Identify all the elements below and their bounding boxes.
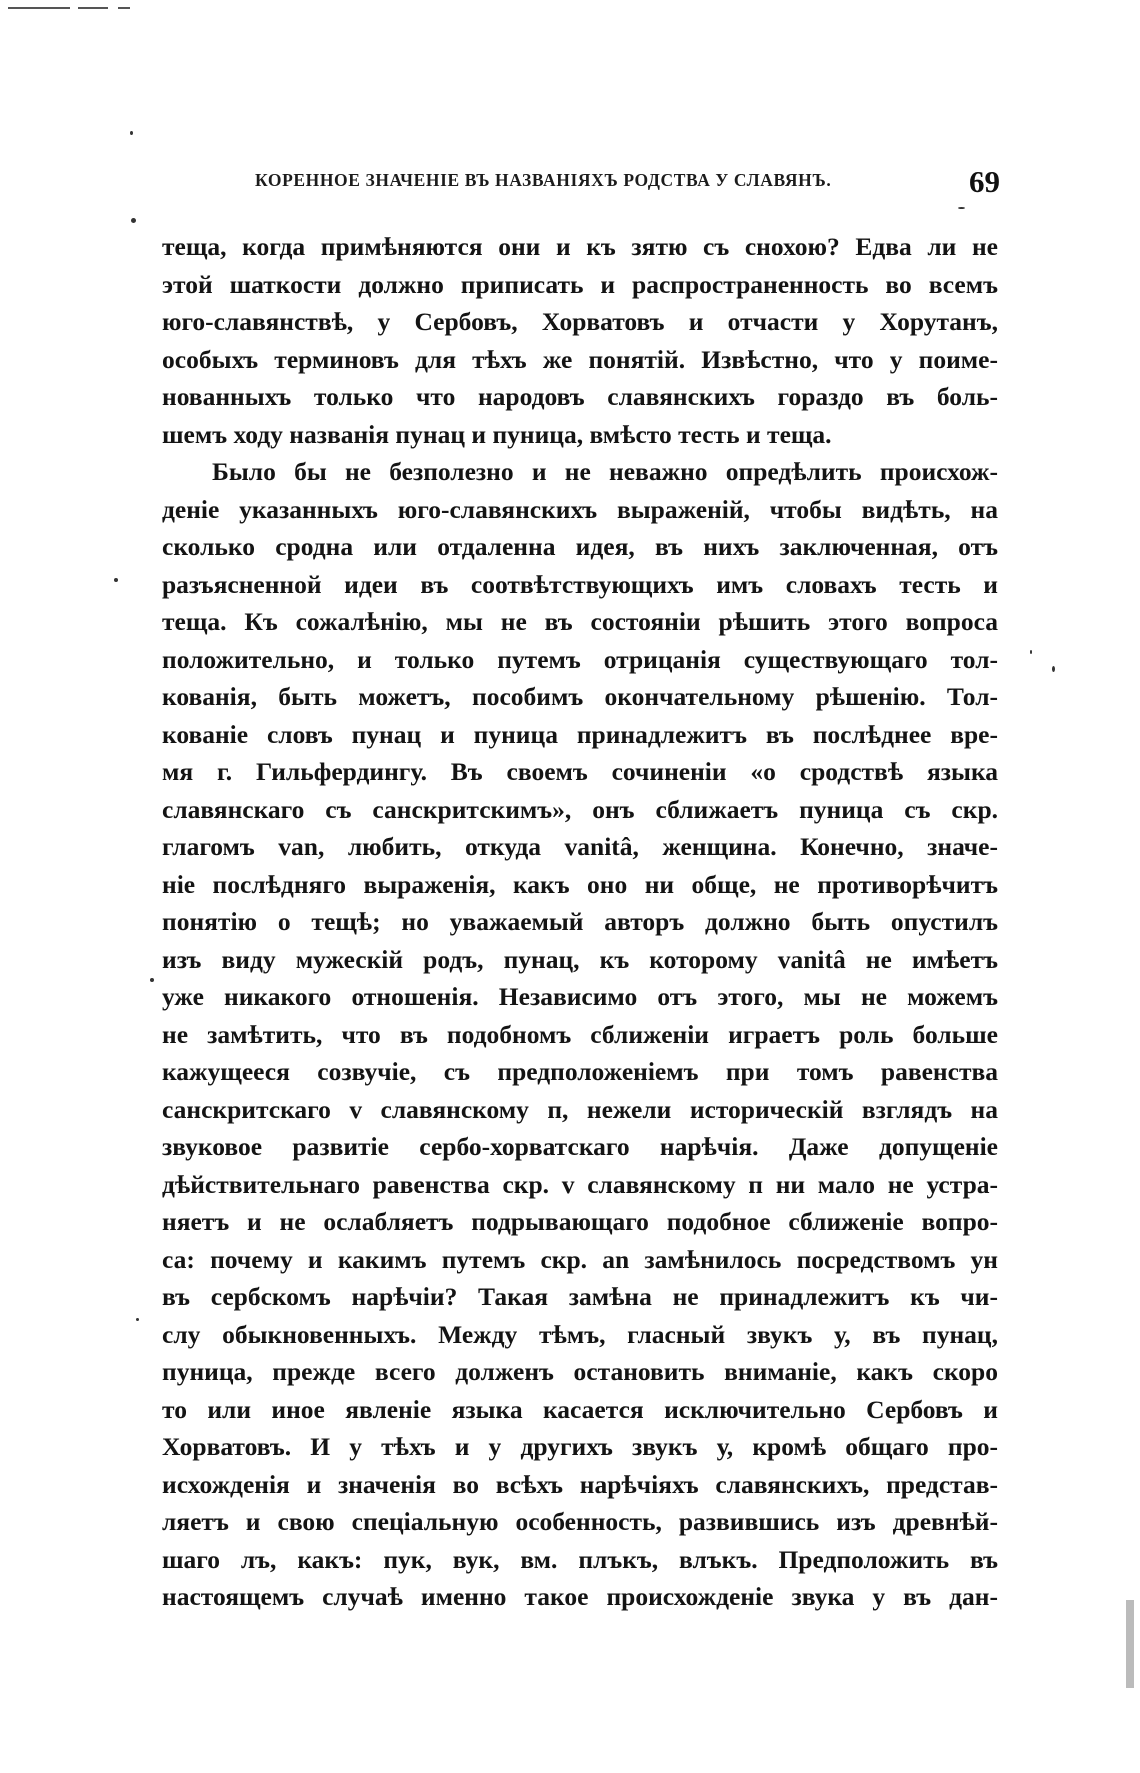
scan-speck	[958, 207, 965, 209]
text-line: теща, когда примѣняются они и къ зятю съ снохою? Едва ли не	[162, 232, 998, 261]
text-line: понятію о тещѣ; но уважаемый авторъ должно быть опустилъ	[162, 907, 998, 936]
text-line: глагомъ van, любить, откуда vanitâ, женщина. Конечно, значе-	[162, 832, 998, 861]
text-line: няетъ и не ослабляетъ подрывающаго подобное сближеніе вопро-	[162, 1207, 998, 1236]
text-line: положительно, и только путемъ отрицанія существующаго тол-	[162, 644, 998, 674]
scan-speck	[131, 218, 136, 223]
scan-speck	[1052, 666, 1055, 672]
text-line: кажущееся созвучіе, съ предположеніемъ при томъ равенства	[162, 1057, 998, 1086]
text-line: шемъ ходу названія пунац и пуница, вмѣсто тесть и теща.	[162, 419, 832, 449]
text-line: особыхъ терминовъ для тѣхъ же понятій. Извѣстно, что у поиме-	[162, 344, 998, 374]
text-line: шаго лъ, какъ: пук, вук, вм. плъкъ, влъкъ. Предположить въ	[162, 1544, 998, 1574]
body-text	[162, 228, 998, 1616]
scan-speck	[114, 578, 118, 582]
text-line: сколько сродна или отдаленна идея, въ нихъ заключенная, отъ	[162, 532, 998, 561]
text-line: звуковое развитіе сербо-хорватскаго нарѣчія. Даже допущеніе	[162, 1132, 998, 1161]
text-line: исхожденія и значенія во всѣхъ нарѣчіяхъ славянскихъ, представ-	[162, 1469, 998, 1499]
text-line: теща. Къ сожалѣнію, мы не въ состояніи рѣшить этого вопроса	[162, 607, 998, 636]
text-line: санскритскаго v славянскому п, нежели историческій взглядъ на	[162, 1094, 998, 1124]
scan-speck	[136, 1318, 139, 1321]
scan-edge-mark	[1126, 1600, 1134, 1688]
page-header	[255, 164, 1000, 204]
text-line: разъясненной идеи въ соотвѣтствующихъ имъ словахъ тесть и	[162, 569, 998, 599]
text-line: славянскаго съ санскритскимъ», онъ сближаетъ пуница съ скр.	[162, 794, 998, 824]
text-line: ніе послѣдняго выраженія, какъ оно ни обще, не противорѣчитъ	[162, 869, 998, 899]
text-line: изъ виду мужескій родъ, пунац, къ которому vanitâ не имѣетъ	[162, 944, 998, 974]
text-line: мя г. Гильфердингу. Въ своемъ сочиненіи «о сродствѣ языка	[162, 757, 998, 786]
text-line: слу обыкновенныхъ. Между тѣмъ, гласный звукъ у, въ пунац,	[162, 1319, 998, 1349]
text-line: юго-славянствѣ, у Сербовъ, Хорватовъ и отчасти у Хорутанъ,	[162, 307, 998, 336]
text-line: настоящемъ случаѣ именно такое происхожденіе звука у въ дан-	[162, 1582, 998, 1611]
scan-speck	[1030, 650, 1032, 654]
text-line: ляетъ и свою спеціальную особенность, развившись изъ древнѣй-	[162, 1507, 998, 1536]
text-line: нованныхъ только что народовъ славянскихъ гораздо въ боль-	[162, 382, 998, 411]
scan-top-rule	[8, 7, 70, 9]
text-line: Хорватовъ. И у тѣхъ и у другихъ звукъ у, кромѣ общаго про-	[162, 1432, 998, 1461]
text-line: Было бы не безполезно и не неважно опредѣлить происхож-	[212, 457, 998, 486]
text-line: дѣйствительнаго равенства скр. v славянскому п ни мало не устра-	[162, 1169, 998, 1199]
text-line: этой шаткости должно приписать и распространенность во всемъ	[162, 269, 998, 299]
text-line: кованіе словъ пунац и пуница принадлежитъ въ послѣднее вре-	[162, 719, 998, 749]
text-line: уже никакого отношенія. Независимо отъ этого, мы не можемъ	[162, 982, 998, 1011]
text-line: деніе указанныхъ юго-славянскихъ выраженій, чтобы видѣть, на	[162, 494, 998, 524]
text-line: са: почему и какимъ путемъ скр. an замѣнилось посредствомъ ун	[162, 1244, 998, 1274]
scan-speck	[130, 131, 133, 135]
scan-top-rule	[78, 7, 108, 9]
text-line: не замѣтить, что въ подобномъ сближеніи играетъ роль больше	[162, 1019, 998, 1049]
text-line: пуница, прежде всего долженъ остановить вниманіе, какъ скоро	[162, 1357, 998, 1386]
text-line: то или иное явленіе языка касается исключительно Сербовъ и	[162, 1394, 998, 1424]
scan-speck	[150, 978, 154, 982]
running-head: КОРЕННОЕ ЗНАЧЕНІЕ ВЪ НАЗВАНІЯХЪ РОДСТВА У СЛАВЯНЪ.	[255, 170, 832, 190]
text-line: въ сербскомъ нарѣчіи? Такая замѣна не принадлежитъ къ чи-	[162, 1282, 998, 1311]
text-line: кованія, быть можетъ, пособимъ окончательному рѣшенію. Тол-	[162, 682, 998, 711]
scan-top-rule	[118, 7, 130, 9]
page-number: 69	[969, 164, 1000, 199]
